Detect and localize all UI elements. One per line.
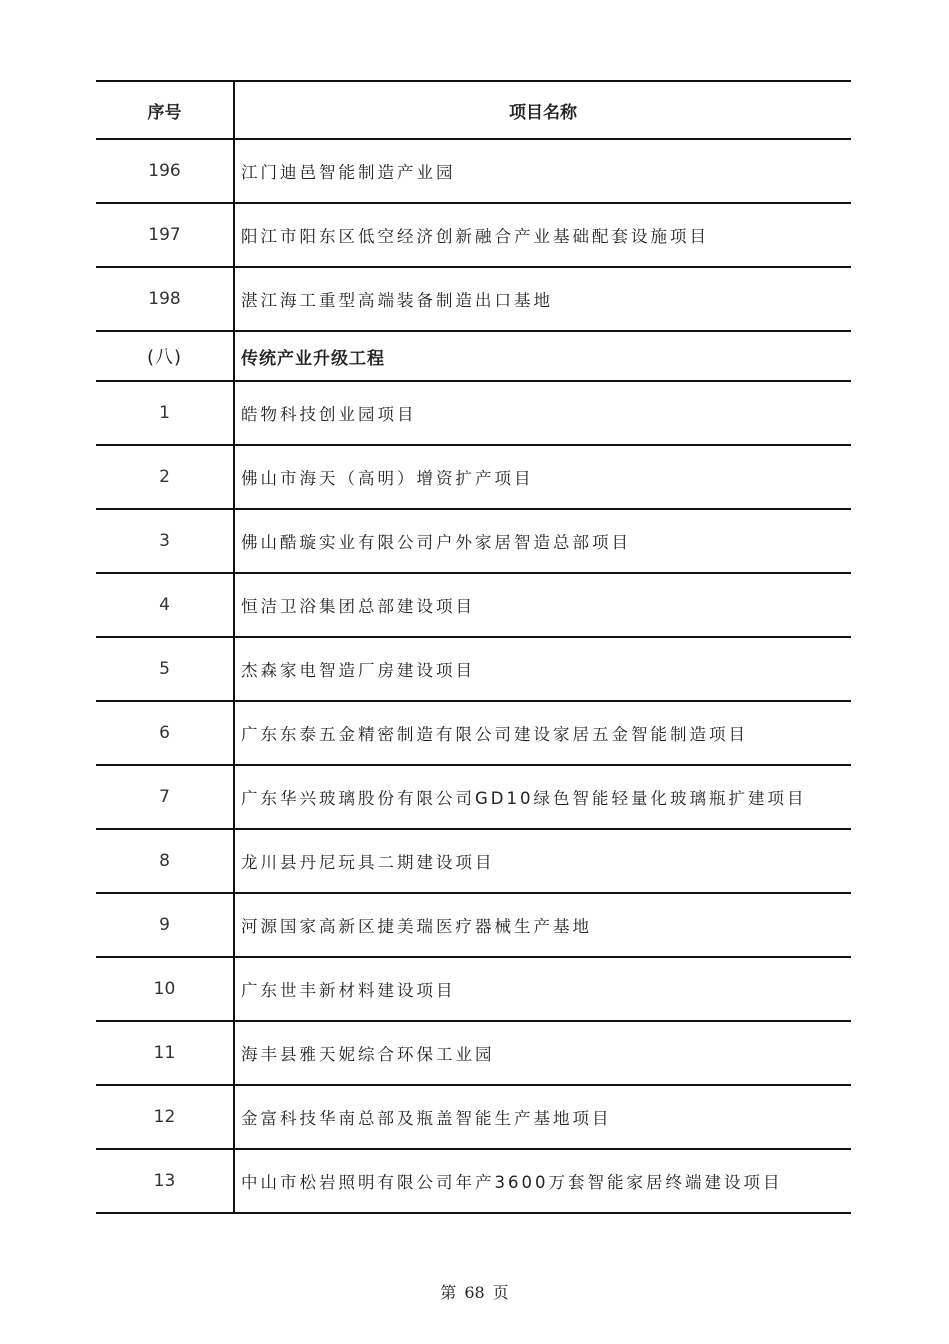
row-index: 4 [96,573,234,637]
row-name: 佛山酷璇实业有限公司户外家居智造总部项目 [234,509,851,573]
page-value: 68 [464,1283,485,1302]
table-row [96,573,851,637]
row-index: (八) [96,331,234,381]
header-name: 项目名称 [234,81,851,139]
table-row [96,445,851,509]
table-row [96,957,851,1021]
row-index: 1 [96,381,234,445]
table-row [96,765,851,829]
header-index: 序号 [96,81,234,139]
row-index: 8 [96,829,234,893]
row-index: 6 [96,701,234,765]
table-row [96,139,851,203]
row-index: 2 [96,445,234,509]
row-index: 10 [96,957,234,1021]
table-row [96,637,851,701]
table-row [96,203,851,267]
table-row [96,509,851,573]
row-index: 9 [96,893,234,957]
table-row [96,267,851,331]
table-row [96,893,851,957]
row-name: 杰森家电智造厂房建设项目 [234,637,851,701]
row-index: 197 [96,203,234,267]
row-name: 广东华兴玻璃股份有限公司GD10绿色智能轻量化玻璃瓶扩建项目 [234,765,851,829]
row-name: 广东世丰新材料建设项目 [234,957,851,1021]
row-name: 江门迪邑智能制造产业园 [234,139,851,203]
row-name: 佛山市海天（高明）增资扩产项目 [234,445,851,509]
row-name: 传统产业升级工程 [234,331,851,381]
row-name: 海丰县雅天妮综合环保工业园 [234,1021,851,1085]
table-row [96,1149,851,1213]
row-index: 12 [96,1085,234,1149]
row-index: 7 [96,765,234,829]
project-table [96,80,851,1214]
row-index: 11 [96,1021,234,1085]
row-name: 金富科技华南总部及瓶盖智能生产基地项目 [234,1085,851,1149]
row-name: 中山市松岩照明有限公司年产3600万套智能家居终端建设项目 [234,1149,851,1213]
row-name: 阳江市阳东区低空经济创新融合产业基础配套设施项目 [234,203,851,267]
row-index: 198 [96,267,234,331]
row-name: 恒洁卫浴集团总部建设项目 [234,573,851,637]
row-name: 广东东泰五金精密制造有限公司建设家居五金智能制造项目 [234,701,851,765]
table-row [96,701,851,765]
table-row [96,1021,851,1085]
table-row [96,381,851,445]
row-index: 196 [96,139,234,203]
row-index: 5 [96,637,234,701]
row-name: 河源国家高新区捷美瑞医疗器械生产基地 [234,893,851,957]
page-suffix: 页 [492,1283,509,1302]
section-row [96,331,851,381]
row-name: 龙川县丹尼玩具二期建设项目 [234,829,851,893]
page-prefix: 第 [440,1283,457,1302]
row-index: 3 [96,509,234,573]
row-index: 13 [96,1149,234,1213]
table-body [96,139,851,1213]
row-name: 皓物科技创业园项目 [234,381,851,445]
row-name: 湛江海工重型高端装备制造出口基地 [234,267,851,331]
table-header-row [96,81,851,139]
table-row [96,829,851,893]
page-number [0,1280,949,1303]
table-row [96,1085,851,1149]
